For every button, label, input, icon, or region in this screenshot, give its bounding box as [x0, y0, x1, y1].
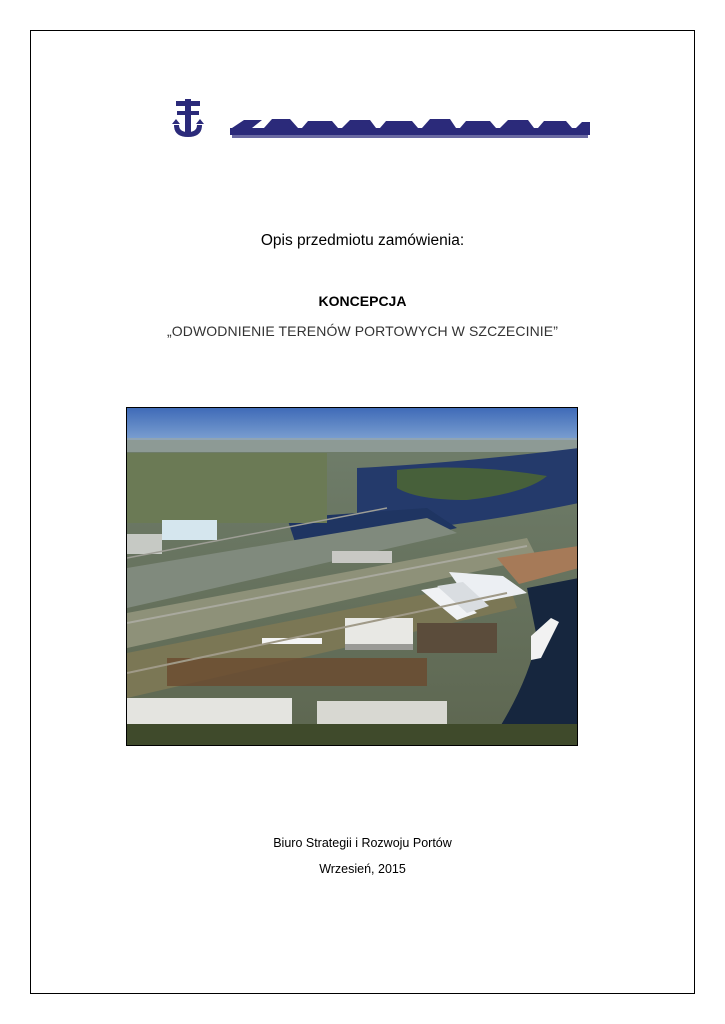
aerial-port-photo: [126, 407, 578, 746]
organization-name: Biuro Strategii i Rozwoju Portów: [273, 836, 452, 850]
document-title: KONCEPCJA: [318, 293, 407, 309]
company-logo: [172, 95, 592, 143]
anchor-zp-icon: [172, 95, 592, 143]
project-name: „ODWODNIENIE TERENÓW PORTOWYCH W SZCZECINIE”: [167, 323, 558, 339]
document-subtitle: Opis przedmiotu zamówienia:: [260, 232, 465, 249]
document-date: Wrzesień, 2015: [319, 862, 406, 876]
